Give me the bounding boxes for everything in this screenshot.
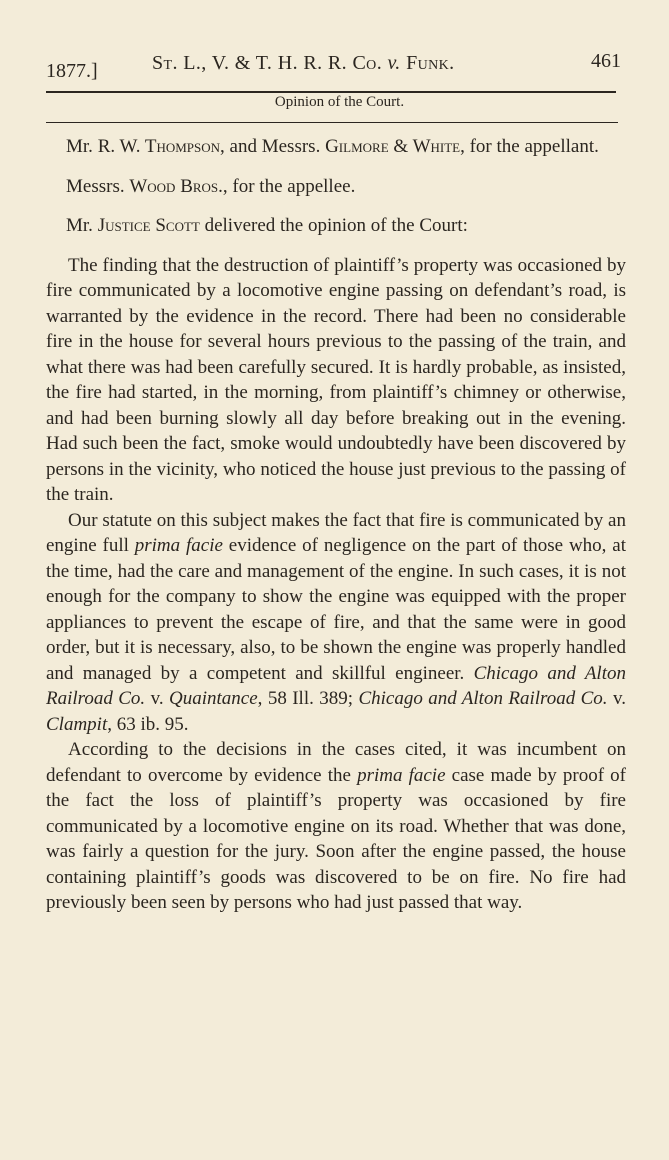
appellant-prefix: Mr. — [66, 136, 98, 157]
case-title-versus: v. — [387, 52, 401, 74]
appellant-counsel-name-2: Gilmore & White — [325, 136, 461, 157]
p2-text-c: evidence of negligence on the part of those who, at the time, had the care and management of the engine. In such cases, it is not enough for the company to show the engine was equipped with the proper appliances to prevent the escape of fire, and that the same were in good order, but it is necessary, also, to be shown the engine was properly handled and managed by a competent and skillful engineer. — [46, 535, 627, 684]
counsel-for-appellant — [46, 134, 626, 160]
case-title-part1: St. L., V. & T. H. R. R. Co. — [152, 52, 383, 74]
delivery-line — [46, 213, 626, 239]
appellee-suffix: , for the appellee. — [222, 175, 356, 197]
delivering-judge: Justice Scott — [97, 215, 200, 236]
delivery-suffix: delivered the opinion of the Court: — [199, 215, 468, 236]
counsel-for-appellee — [46, 174, 626, 200]
citation-party-1: Quaintance — [169, 688, 258, 709]
p2-citation-2: , 63 ib. 95. — [107, 713, 189, 735]
appellee-counsel-name: Wood Bros. — [129, 175, 223, 197]
running-head-year: 1877.] — [46, 60, 98, 82]
citation-case-1: Chicago and Alton Railroad Co. — [46, 662, 626, 709]
appellant-suffix: , for the appellant. — [460, 136, 599, 157]
section-heading: Opinion of the Court. — [274, 94, 405, 110]
case-title-part2: Funk. — [406, 52, 455, 74]
citation-case-2: Chicago and Alton Railroad Co. — [358, 688, 608, 709]
paragraph-1: The finding that the destruction of plaintiff’s property was occasioned by fire communicated by a locomotive engine passing on defendant’s road, is warranted by the evidence in the record. There had been no considerable fire in the house for several hours previous to the passing of the train, and what there was had been carefully secured. It is hardly probable, as insisted, the fire had started, in the morning, from plaintiff’s chimney or otherwise, and had been burning slowly all day before breaking out in the evening. Had such been the fact, smoke would undoubtedly have been discovered by persons in the vicinity, who noticed the house just previous to the passing of the train. — [46, 254, 626, 505]
opinion-body — [46, 134, 626, 916]
p3-text-a: According to the decisions in the cases cited, it was incumbent on defendant to overcome by evidence the — [46, 739, 626, 786]
p2-text-a: Our statute on this subject makes the fact that fire is communicated by an engine full — [46, 509, 626, 556]
prima-facie-term-1: prima facie — [134, 535, 223, 556]
appellant-mid: , and Messrs. — [220, 136, 326, 157]
top-rule — [46, 91, 616, 93]
page-number: 461 — [591, 50, 621, 72]
p3-text-c: case made by proof of the fact the loss of plaintiff’s property was occasioned by fire communicated by a locomotive engine on its road. Whether that was done, was fairly a question for the jury. Soon after the engine passed, the house containing plaintiff’s goods was discovered to be on fire. No fire had previously been seen by persons who had just passed that way. — [46, 764, 626, 913]
paragraph-2 — [46, 508, 626, 738]
appellant-counsel-name-1: R. W. Thompson — [97, 136, 221, 157]
citation-party-2: Clampit — [46, 713, 108, 735]
appellee-prefix: Messrs. — [66, 175, 130, 197]
running-head-case-title — [152, 52, 455, 75]
p2-versus-1: v. — [145, 688, 170, 709]
prima-facie-term-2: prima facie — [357, 764, 446, 786]
p2-versus-2: v. — [607, 688, 626, 709]
p2-citation-1: , 58 Ill. 389; — [257, 688, 359, 709]
paragraph-3 — [46, 737, 626, 916]
section-rule — [46, 122, 618, 123]
delivery-prefix: Mr. — [66, 215, 98, 236]
running-head — [46, 50, 621, 80]
